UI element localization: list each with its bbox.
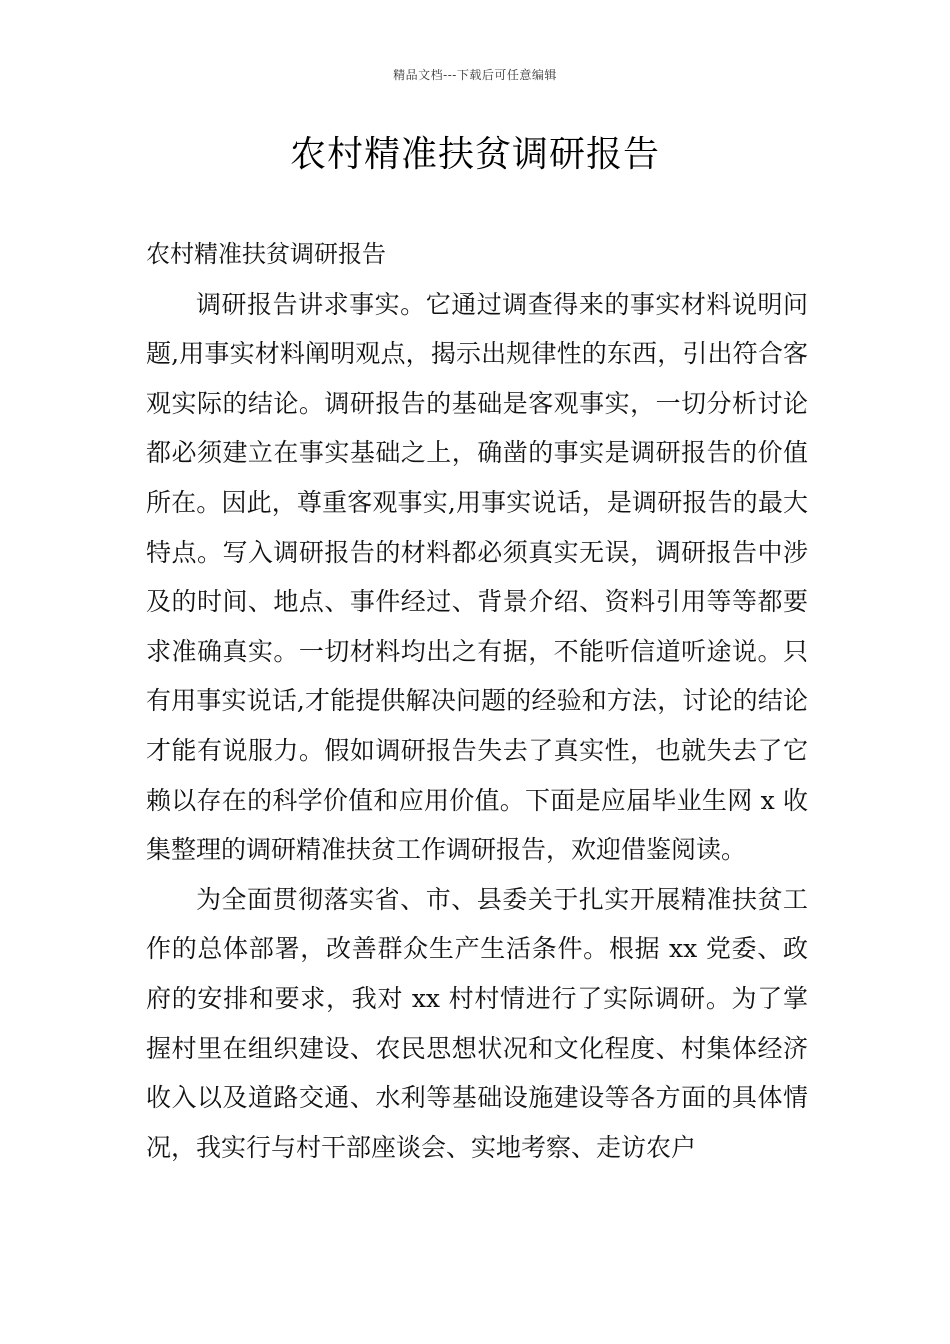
document-subtitle: 农村精准扶贫调研报告: [146, 240, 386, 268]
paragraph-2: 为全面贯彻落实省、市、县委关于扎实开展精准扶贫工作的总体部署，改善群众生产生活条件。根据 xx 党委、政府的安排和要求，我对 xx 村村情进行了实际调研。为了掌握村里在组织建设、农民思想状况和文化程度、村集体经济收入以及道路交通、水利等基础设施建设等各方面的具体情况，我实行与村干部座谈会、实地考察、走访农户: [146, 884, 808, 1162]
document-title: 农村精准扶贫调研报告: [289, 134, 660, 175]
paragraph-1: 调研报告讲求事实。它通过调查得来的事实材料说明问题,用事实材料阐明观点，揭示出规律性的东西，引出符合客观实际的结论。调研报告的基础是客观事实，一切分析讨论都必须建立在事实基础之上，确凿的事实是调研报告的价值所在。因此，尊重客观事实,用事实说话，是调研报告的最大特点。写入调研报告的材料都必须真实无误，调研报告中涉及的时间、地点、事件经过、背景介绍、资料引用等等都要求准确真实。一切材料均出之有据，不能听信道听途说。只有用事实说话,才能提供解决问题的经验和方法，讨论的结论才能有说服力。假如调研报告失去了真实性，也就失去了它赖以存在的科学价值和应用价值。下面是应届毕业生网 x 收集整理的调研精准扶贫工作调研报告，欢迎借鉴阅读。: [146, 289, 808, 865]
header-note: 精品文档---下载后可任意编辑: [393, 68, 557, 82]
document-body: [146, 230, 808, 1172]
